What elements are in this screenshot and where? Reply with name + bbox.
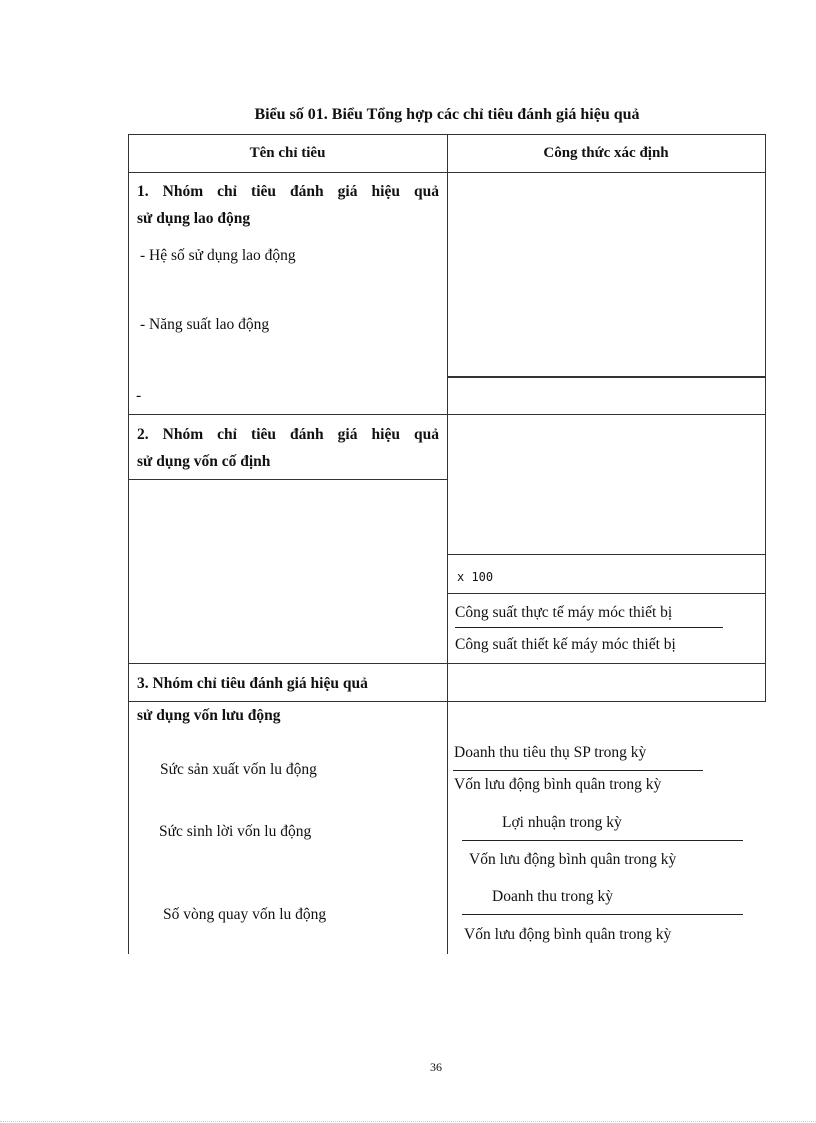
group-3-title-line1: 3. Nhóm chỉ tiêu đánh giá hiệu quả: [137, 675, 368, 692]
group-3-title-line2: sử dụng vốn lưu động: [137, 707, 281, 724]
multiplier-x100: x 100: [457, 570, 494, 584]
fraction-line: [462, 840, 743, 841]
formula-numerator: Doanh thu tiêu thụ SP trong kỳ: [454, 744, 647, 761]
formula-denominator: Vốn lưu động bình quân trong kỳ: [464, 926, 672, 943]
working-capital-output: Sức sản xuất vốn lu động: [160, 761, 317, 778]
page-bottom-border: [0, 1121, 816, 1122]
column-header-formula: Công thức xác định: [543, 145, 669, 161]
formula-denominator: Vốn lưu động bình quân trong kỳ: [454, 776, 662, 793]
group-2-title-line2: sử dụng vốn cố định: [137, 453, 271, 470]
formula-denominator: Vốn lưu động bình quân trong kỳ: [469, 851, 677, 868]
fraction-line: [455, 627, 723, 628]
fraction-line: [462, 914, 743, 915]
working-capital-turnover: Số vòng quay vốn lu động: [163, 906, 327, 923]
group-2-title-line1: 2. Nhóm chỉ tiêu đánh giá hiệu quả: [137, 426, 439, 443]
group-1-title-line2: sử dụng lao động: [137, 210, 251, 227]
formula-numerator: Lợi nhuận trong kỳ: [502, 814, 622, 831]
formula-numerator: Doanh thu trong kỳ: [492, 888, 613, 905]
page-number: 36: [430, 1060, 442, 1074]
table-title: Biểu số 01. Biểu Tổng hợp các chỉ tiêu đánh giá hiệu quả: [254, 106, 640, 123]
formula-numerator: Công suất thực tế máy móc thiết bị: [455, 604, 673, 621]
labor-utilization-ratio: - Hệ số sử dụng lao động: [140, 247, 296, 264]
formula-denominator: Công suất thiết kế máy móc thiết bị: [455, 636, 676, 653]
working-capital-profitability: Sức sinh lời vốn lu động: [159, 823, 312, 840]
group-1-title-line1: 1. Nhóm chỉ tiêu đánh giá hiệu quả: [137, 183, 439, 200]
fraction-line: [453, 770, 703, 771]
column-header-name: Tên chỉ tiêu: [249, 145, 326, 161]
dash-item: -: [136, 387, 142, 404]
labor-productivity: - Năng suất lao động: [140, 316, 270, 333]
